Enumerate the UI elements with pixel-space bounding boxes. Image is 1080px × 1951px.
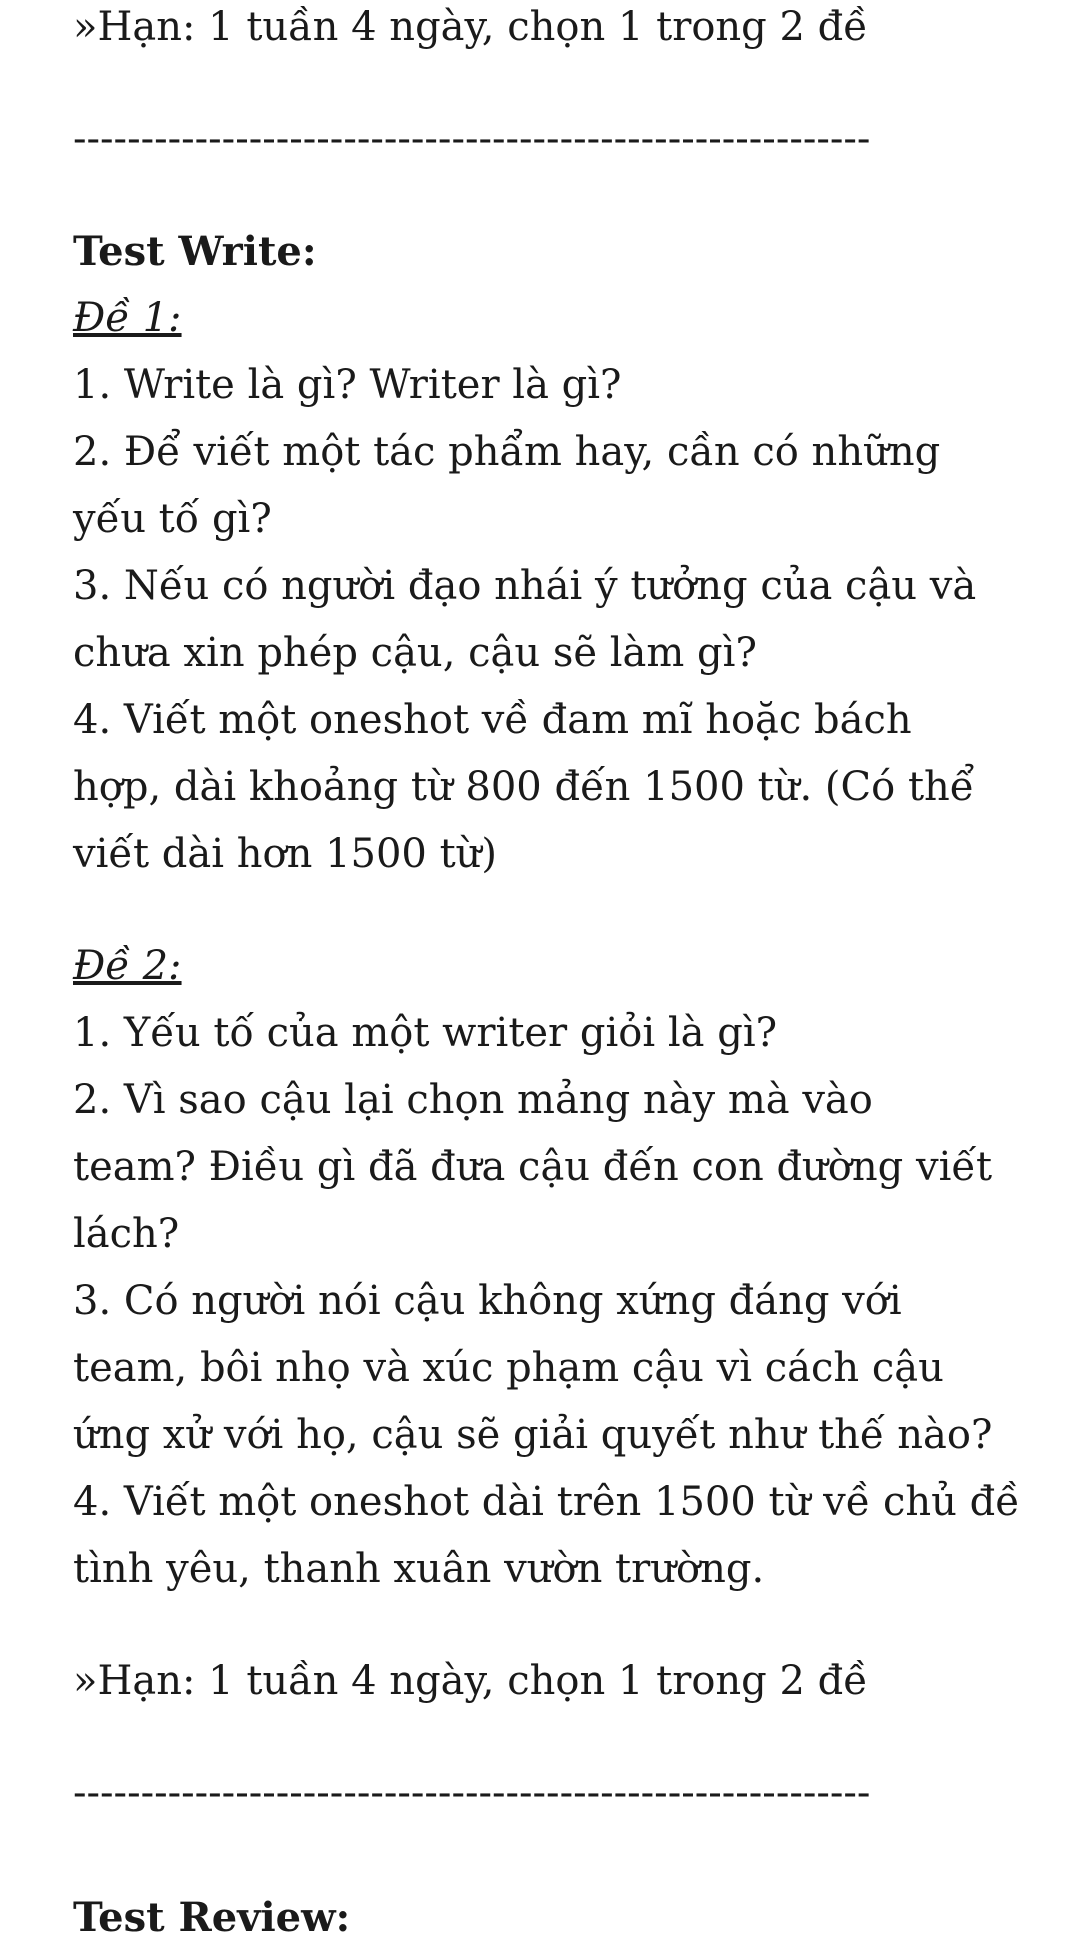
de2-line: team? Điều gì đã đưa cậu đến con đường viết	[73, 1144, 993, 1190]
de1-line: viết dài hơn 1500 từ)	[73, 831, 498, 877]
de2-line: 2. Vì sao cậu lại chọn mảng này mà vào	[73, 1077, 873, 1123]
test-review-heading: Test Review:	[73, 1894, 351, 1941]
de1-line: hợp, dài khoảng từ 800 đến 1500 từ. (Có thể	[73, 764, 975, 810]
de1-title: Đề 1:	[73, 295, 182, 341]
de2-line: team, bôi nhọ và xúc phạm cậu vì cách cậu	[73, 1345, 944, 1391]
de2-line: lách?	[73, 1211, 180, 1257]
divider: -----------------------------------------------------------	[73, 1770, 871, 1816]
de1-line: 4. Viết một oneshot về đam mĩ hoặc bách	[73, 697, 912, 743]
de1-line: yếu tố gì?	[73, 496, 272, 542]
de2-line: tình yêu, thanh xuân vườn trường.	[73, 1546, 765, 1592]
divider-top: -----------------------------------------------------------	[73, 116, 871, 162]
de2-line: 4. Viết một oneshot dài trên 1500 từ về chủ đề	[73, 1479, 1020, 1525]
deadline-text: »Hạn: 1 tuần 4 ngày, chọn 1 trong 2 đề	[73, 1658, 868, 1704]
document-body	[73, 0, 1033, 1827]
de1-line: 1. Write là gì? Writer là gì?	[73, 362, 622, 408]
deadline-text-top: »Hạn: 1 tuần 4 ngày, chọn 1 trong 2 đề	[73, 4, 868, 50]
de1-line: chưa xin phép cậu, cậu sẽ làm gì?	[73, 630, 757, 676]
de2-line: 3. Có người nói cậu không xứng đáng với	[73, 1278, 902, 1324]
de1-line: 3. Nếu có người đạo nhái ý tưởng của cậu và	[73, 563, 977, 609]
de2-title: Đề 2:	[73, 943, 182, 989]
de1-line: 2. Để viết một tác phẩm hay, cần có những	[73, 429, 941, 475]
test-write-heading: Test Write:	[73, 228, 317, 275]
de2-line: 1. Yếu tố của một writer giỏi là gì?	[73, 1010, 778, 1056]
de2-line: ứng xử với họ, cậu sẽ giải quyết như thế nào?	[73, 1412, 993, 1458]
